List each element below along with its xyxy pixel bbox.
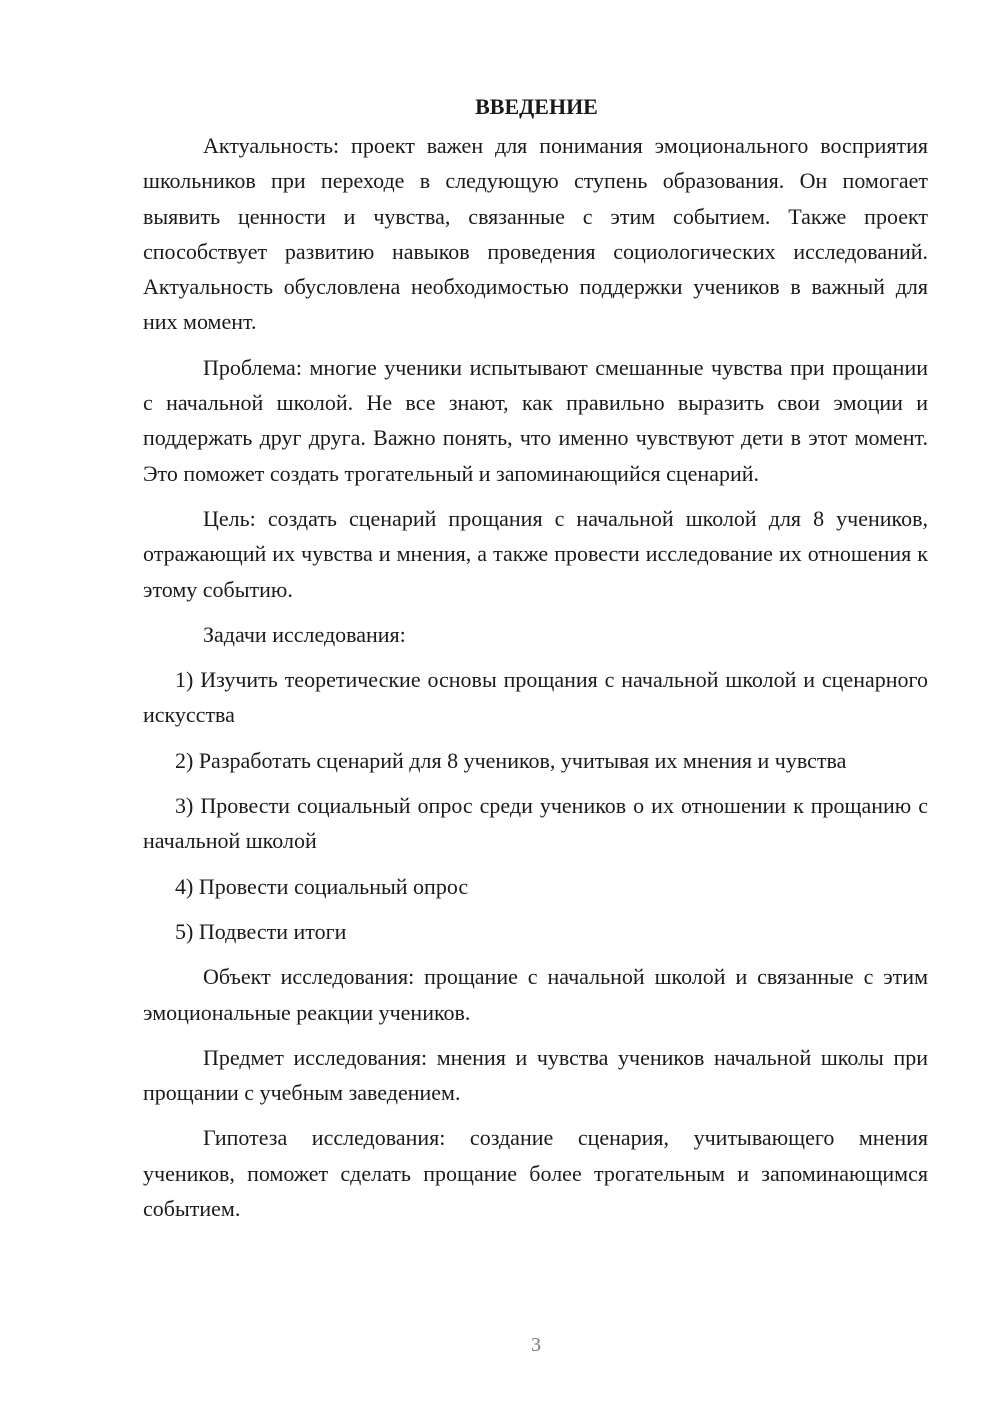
- list-item: 3) Провести социальный опрос среди учеников о их отношении к прощанию с начальной школой: [143, 793, 928, 854]
- paragraph-relevance: Актуальность: проект важен для понимания эмоционального восприятия школьников при переходе в следующую ступень образования. Он помогает выявить ценности и чувства, связанные с этим событием. Также проект способствует развитию навыков проведения социологических исследований. Актуальность обусловлена необходимостью поддержки учеников в важный для них момент.: [143, 133, 928, 335]
- list-item: 4) Провести социальный опрос: [175, 873, 469, 899]
- document-heading: ВВЕДЕНИЕ: [475, 94, 598, 119]
- tasks-list: [143, 662, 928, 949]
- paragraph-hypothesis: Гипотеза исследования: создание сценария, учитывающего мнения учеников, поможет сделать прощание более трогательным и запоминающимся событием.: [143, 1125, 928, 1222]
- list-item: 1) Изучить теоретические основы прощания с начальной школой и сценарного искусства: [143, 667, 928, 728]
- list-item: 2) Разработать сценарий для 8 учеников, учитывая их мнения и чувства: [175, 747, 847, 773]
- paragraph-subject: Предмет исследования: мнения и чувства учеников начальной школы при прощании с учебным заведением.: [143, 1044, 928, 1106]
- paragraph-goal: Цель: создать сценарий прощания с начальной школой для 8 учеников, отражающий их чувства и мнения, а также провести исследование их отношения к этому событию.: [143, 505, 928, 602]
- document-page: [143, 92, 928, 1236]
- tasks-label: Задачи исследования:: [203, 621, 406, 647]
- paragraph-object: Объект исследования: прощание с начальной школой и связанные с этим эмоциональные реакции учеников.: [143, 964, 928, 1025]
- list-item: 5) Подвести итоги: [175, 918, 347, 944]
- page-number: 3: [531, 1334, 541, 1356]
- paragraph-problem: Проблема: многие ученики испытывают смешанные чувства при прощании с начальной школой. Не все знают, как правильно выразить свои эмоции и поддержать друг друга. Важно понять, что именно чувствуют дети в этот момент. Это поможет создать трогательный и запоминающийся сценарий.: [143, 354, 928, 486]
